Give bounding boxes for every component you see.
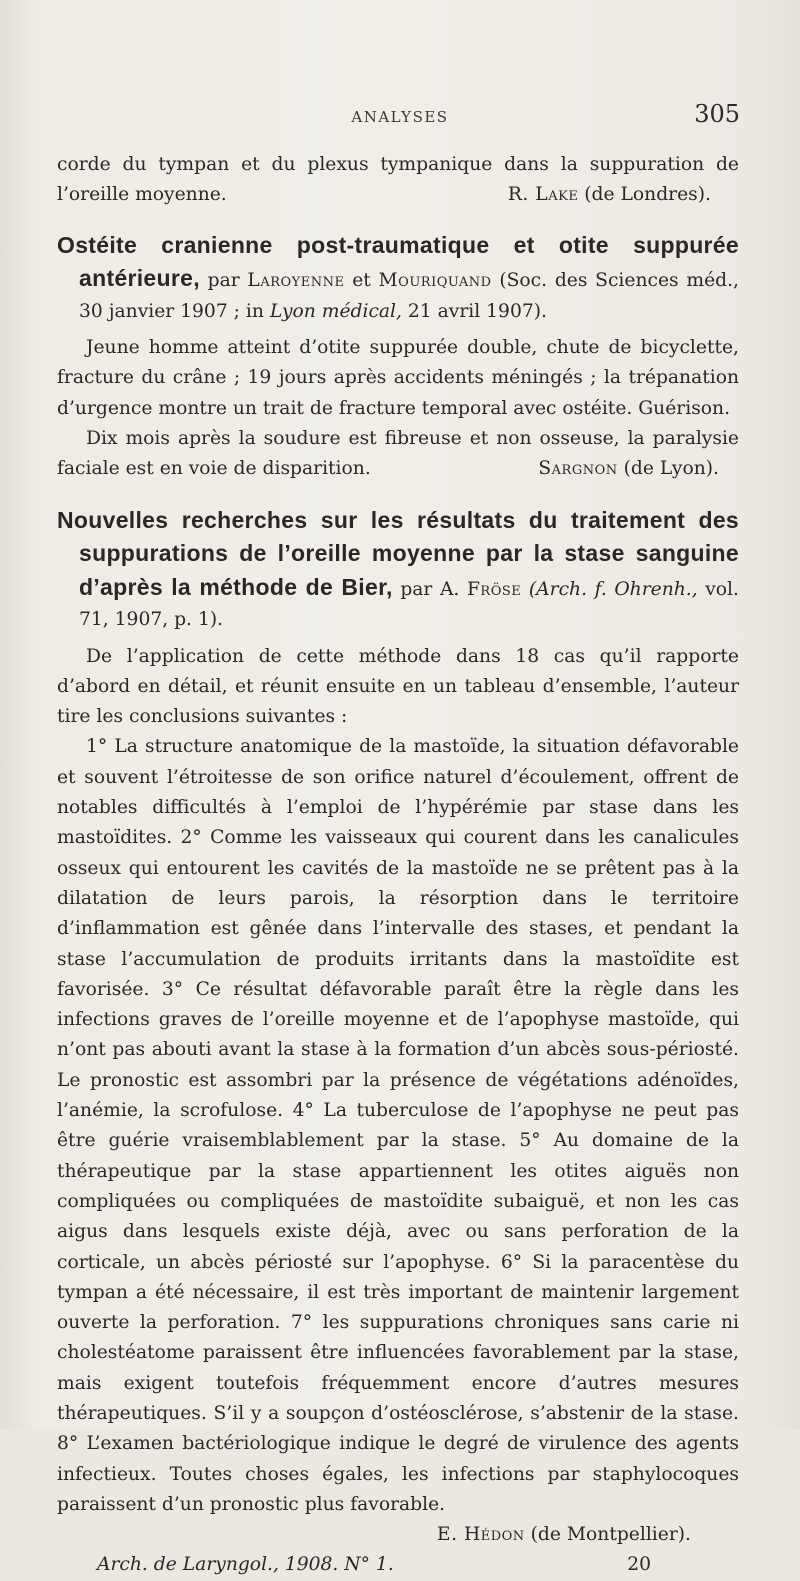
signature-place: (de Lyon). — [623, 458, 719, 480]
source-reference: vol. 71, 1907, p. 1). — [79, 578, 739, 631]
article-title: Nouvelles recherches sur les résultats du traitement des suppurations de l’oreille moyenne par la stase sanguine d’après la méthode de Bier, — [57, 506, 739, 600]
signature-name: E. Hédon — [436, 1524, 525, 1546]
article-bier — [57, 505, 739, 1551]
signature-name: Sargnon — [538, 458, 618, 480]
article-continued-text: corde du tympan et du plexus tympanique dans la suppuration de l’oreille moyenne. — [57, 154, 739, 206]
article-heading — [57, 505, 739, 636]
page-number: 305 — [694, 100, 740, 128]
signature-place: (de Londres). — [584, 184, 711, 206]
signature-name: R. Lake — [507, 184, 579, 206]
article-paragraph: Jeune homme atteint d’otite suppurée double, chute de bicyclette, fracture du crâne ; 19 jours après accidents méningés ; la trépanation d’urgence montre un trait de fracture temporal avec ostéite. Guérison. — [57, 337, 739, 419]
sheet-citation: Arch. de Laryngol., 1908. N° 1. — [97, 1554, 394, 1576]
source-date: 21 avril 1907). — [407, 300, 547, 322]
author-name: Fröse — [466, 578, 522, 600]
source-reference: (Soc. des Sciences méd., 30 janvier 1907 ; in — [79, 270, 739, 322]
signature-place: (de Montpellier). — [530, 1524, 691, 1546]
page-content — [57, 150, 739, 1581]
sheet-number: 20 — [627, 1554, 651, 1576]
authors-prefix: par — [207, 270, 240, 292]
journal-name: (Arch. f. Ohrenh., — [528, 578, 698, 600]
article-title: Ostéite cranienne post-traumatique et otite suppurée antérieure, — [57, 231, 739, 292]
conjunction: et — [352, 270, 371, 292]
journal-name: Lyon médical, — [269, 300, 402, 322]
author-name: Mouriquand — [378, 270, 492, 292]
article-osteite — [57, 230, 739, 485]
article-heading — [57, 230, 739, 328]
article-paragraph: Dix mois après la soudure est fibreuse et non osseuse, la paralysie faciale est en voie de disparition. — [57, 427, 739, 480]
page-header — [60, 100, 740, 134]
sheet-footer — [57, 1550, 739, 1580]
signature-hedon — [57, 1520, 739, 1550]
article-continued — [57, 150, 739, 211]
authors-prefix: par A. — [400, 578, 460, 600]
article-paragraph: 1° La structure anatomique de la mastoïde, la situation défavorable et souvent l’étroitesse de son orifice naturel d’écoulement, offrent de notables difficultés à l’emploi de l’hypérémie par stase dans les mastoïdites. 2° Comme les vaisseaux qui courent dans les canalicules osseux qui entourent les cavités de la mastoïde ne se prêtent pas à la dilatation de leurs parois, la résorption dans le territoire d’inflammation est gênée dans l’intervalle des stases, et pendant la stase l’accumulation de produits irritants dans la mastoïdite est favorisée. 3° Ce résultat défavorable paraît être la règle dans les infections graves de l’oreille moyenne et de l’apophyse mastoïde, qui n’ont pas abouti avant la stase à la formation d’un abcès sous-périosté. Le pronostic est assombri par la présence de végétations adénoïdes, l’anémie, la scrofulose. 4° La tuberculose de l’apophyse ne peut pas être guérie vraisemblablement par la stase. 5° Au domaine de la thérapeutique par la stase appartiennent les otites aiguës non compliquées ou compliquées de mastoïdite subaiguë, et non les cas aigus dans lesquels existe déjà, avec ou sans perforation de la corticale, un abcès périosté sur l’apophyse. 6° Si la paracentèse du tympan a été nécessaire, il est très important de maintenir largement ouverte la perforation. 7° les suppurations chroniques sans carie ni cholestéatome paraissent être influencées favorablement par la stase, mais exigent toutefois fréquemment encore d’autres mesures thérapeutiques. S’il y a soupçon d’ostéosclérose, s’abstenir de la stase. 8° L’examen bactériologique indique le degré de virulence des agents infectieux. Toutes choses égales, les infections par staphylocoques paraissent d’un pronostic plus favorable. — [57, 736, 739, 1515]
running-head: ANALYSES — [351, 108, 449, 126]
article-paragraph: De l’application de cette méthode dans 18 cas qu’il rapporte d’abord en détail, et réunit ensuite en un tableau d’ensemble, l’auteur tire les conclusions suivantes : — [57, 645, 739, 728]
author-name: Laroyenne — [247, 270, 345, 292]
